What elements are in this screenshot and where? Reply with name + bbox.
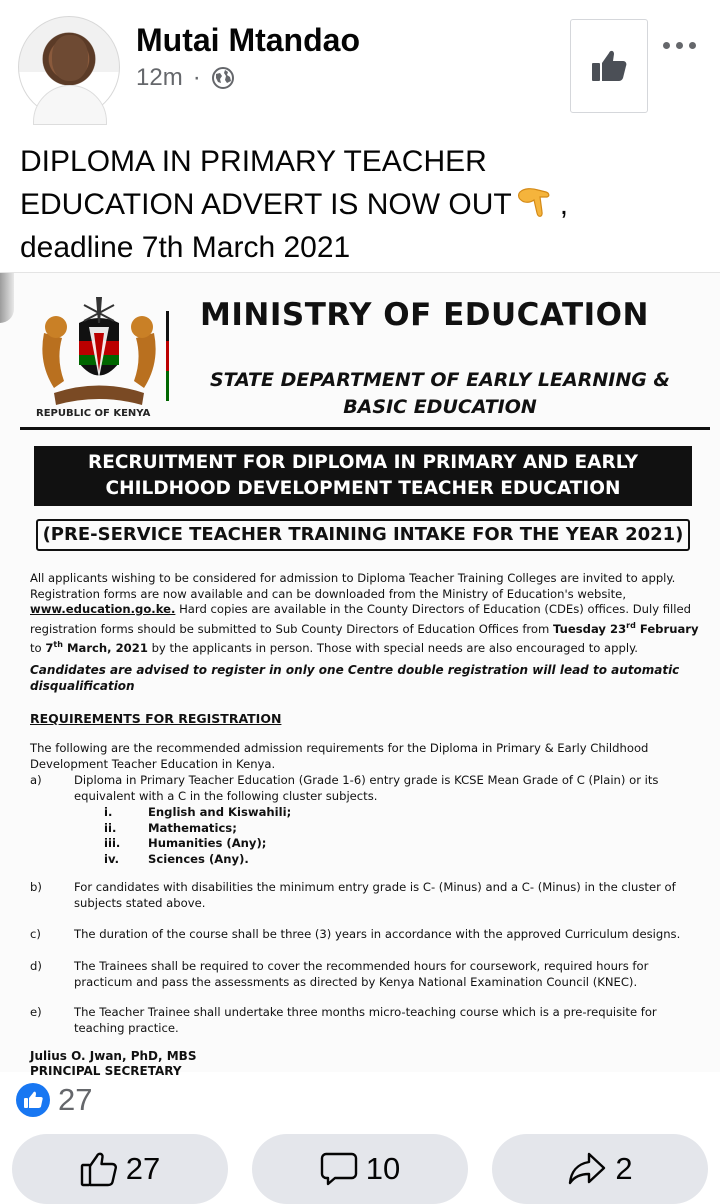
thumbs-up-outline-icon (80, 1151, 118, 1187)
requirement-text: The duration of the course shall be three (3) years in accordance with the approved Curriculum designs. (74, 927, 681, 941)
caption-line: deadline 7th March 2021 (20, 231, 351, 264)
comment-button[interactable] (252, 1134, 468, 1204)
post-photo[interactable] (0, 272, 720, 1078)
requirement-key: a) (30, 773, 42, 787)
post-actions (0, 1134, 720, 1194)
kenya-coat-of-arms-icon (34, 293, 164, 413)
scan-edge (0, 273, 14, 323)
subject-row (104, 852, 291, 868)
author-name[interactable]: Mutai Mtandao (136, 22, 360, 58)
post-meta (136, 64, 235, 92)
intro-text: to (30, 640, 46, 655)
meta-separator: · (192, 64, 201, 91)
signatory-title: PRINCIPAL SECRETARY (30, 1064, 182, 1078)
recruitment-banner (34, 446, 692, 506)
subject-text: Humanities (Any); (148, 836, 267, 850)
subject-text: Sciences (Any). (148, 851, 249, 866)
like-count: 27 (125, 1151, 161, 1186)
more-dot-icon (663, 42, 670, 49)
intro-date-sup: th (53, 639, 63, 649)
ministry-website-link: www.education.go.ke. (30, 602, 176, 616)
intro-paragraph (30, 571, 705, 656)
like-page-button[interactable] (570, 19, 648, 113)
intro-text: All applicants wishing to be considered for admission to Diploma Teacher Training Colleges are invited to apply. Registration forms are now available and can be downloaded from the Ministry of Education's website, (30, 571, 676, 601)
subject-row (104, 836, 291, 852)
signatory-name: Julius O. Jwan, PhD, MBS (30, 1049, 197, 1063)
intro-date: 7 (45, 640, 54, 655)
intro-text: Hard copies are available in the County Directors of Education (CDEs) offices. Duly filled registration forms should be submitted to Sub County Directors of Education Offices from (30, 602, 691, 636)
subject-text: English and Kiswahili; (148, 805, 292, 819)
requirement-text: Diploma in Primary Teacher Education (Grade 1-6) entry grade is KCSE Mean Grade of C (Plain) or its equivalent with a C in the following cluster subjects. (74, 773, 659, 803)
header-divider (20, 427, 710, 430)
requirements-heading: REQUIREMENTS FOR REGISTRATION (30, 711, 282, 726)
caption-text: , (559, 188, 569, 221)
requirement-text: The Teacher Trainee shall undertake three months micro-teaching course which is a pre-requisite for teaching practice. (74, 1005, 657, 1035)
avatar-face (52, 35, 88, 81)
like-badge-icon (16, 1083, 50, 1117)
cluster-subjects (104, 805, 291, 867)
flag-bar (166, 311, 169, 401)
subject-row (104, 805, 291, 821)
requirement-key: d) (30, 959, 42, 973)
recruitment-line: RECRUITMENT FOR DIPLOMA IN PRIMARY AND EARLY (87, 452, 639, 473)
republic-label: REPUBLIC OF KENYA (36, 408, 151, 419)
subject-key: iii. (104, 836, 121, 850)
subject-key: i. (104, 805, 113, 819)
advert-document (20, 273, 710, 1078)
state-dept-line: STATE DEPARTMENT OF EARLY LEARNING & (210, 369, 670, 391)
thumbs-up-icon (23, 1091, 43, 1109)
comment-icon (320, 1151, 358, 1187)
share-button[interactable] (492, 1134, 708, 1204)
intro-date: March, 2021 (62, 640, 148, 655)
intake-banner: (PRE-SERVICE TEACHER TRAINING INTAKE FOR THE YEAR 2021) (36, 519, 690, 551)
recruitment-line: CHILDHOOD DEVELOPMENT TEACHER EDUCATION (105, 478, 621, 499)
requirement-key: b) (30, 880, 42, 894)
caption-line (20, 183, 680, 226)
requirements-intro: The following are the recommended admission requirements for the Diploma in Primary & Early Childhood Development Teacher Education in Kenya. (30, 741, 649, 771)
requirement-key: e) (30, 1005, 42, 1019)
pointing-down-hand-icon (516, 186, 556, 220)
requirement-text: The Trainees shall be required to cover the recommended hours for coursework, required hours for practicum and pass the assessments as directed by Kenya National Examination Council (KNEC). (74, 959, 649, 989)
ministry-title: MINISTRY OF EDUCATION (200, 297, 649, 333)
intro-date: February (635, 621, 699, 636)
more-options-button[interactable] (654, 30, 704, 60)
subject-text: Mathematics; (148, 820, 237, 835)
more-dot-icon (689, 42, 696, 49)
share-arrow-icon (567, 1151, 607, 1187)
post-caption (20, 140, 680, 269)
intro-date-sup: rd (626, 620, 636, 630)
more-dot-icon (676, 42, 683, 49)
caption-line: DIPLOMA IN PRIMARY TEACHER (20, 145, 487, 178)
reactions-summary[interactable] (16, 1082, 92, 1118)
post-time[interactable]: 12m (136, 64, 183, 91)
registration-warning: Candidates are advised to register in only one Centre double registration will lead to automatic disqualification (30, 663, 680, 693)
share-count: 2 (615, 1151, 633, 1186)
like-button[interactable] (12, 1134, 228, 1204)
globe-icon (211, 66, 235, 90)
reaction-count: 27 (58, 1082, 93, 1117)
post-header (0, 0, 720, 130)
avatar[interactable] (18, 16, 120, 118)
state-department (170, 367, 710, 421)
requirement-text: For candidates with disabilities the minimum entry grade is C- (Minus) and a C- (Minus) in the cluster of subjects stated above. (74, 880, 676, 910)
caption-text: EDUCATION ADVERT IS NOW OUT (20, 188, 512, 221)
state-dept-line: BASIC EDUCATION (343, 396, 537, 418)
requirement-key: c) (30, 927, 41, 941)
intro-text: by the applicants in person. Those with special needs are also encouraged to apply. (147, 640, 638, 655)
intro-date: Tuesday 23 (553, 621, 627, 636)
comment-count: 10 (365, 1151, 401, 1186)
thumbs-up-icon (591, 49, 627, 83)
subject-key: ii. (104, 820, 117, 835)
signature-block (30, 1049, 197, 1078)
subject-row (104, 821, 291, 837)
avatar-shirt (33, 85, 107, 125)
subject-key: iv. (104, 851, 119, 866)
